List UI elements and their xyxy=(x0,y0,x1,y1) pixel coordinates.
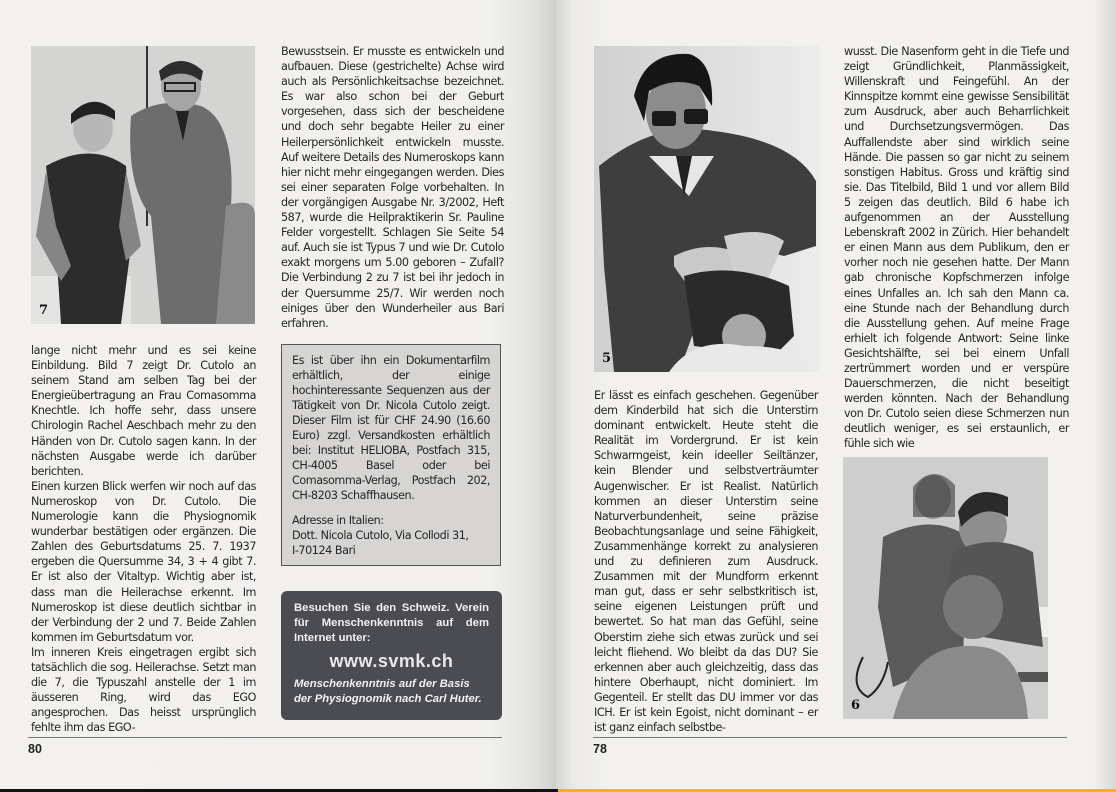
footer-rule xyxy=(28,737,502,738)
photo-6-image xyxy=(843,457,1048,719)
website-promo-box xyxy=(281,591,502,720)
paragraph: Er lässt es einfach geschehen. Gegenüber dem Kinderbild hat sich die Unterstirn dominant entwickelt. Heute steht die Realität im Vordergrund. Er ist kein Schwarmgeist, kein ideeller Seiltänzer, kein Blender und selbstverträumter Augenwischer. Er ist Realist. Natürlich kommen an dieser Unterstirn seine Naturverbundenheit, seine präzise Beobachtungsanlage und seine Fähigkeit, Zusammenhänge korrekt zu analysieren und zu definieren zum Ausdruck. Zusammen mit der Mundform erkennt man gut, dass er sehr selbstkritisch ist, seine eigenen Leistungen prüft und bewertet. So hat man das Gefühl, seine Oberstirn ziehe sich etwas zurück und sei leicht fliehend. Wo bleibt da das DU? Sie erkennen aber auch gleichzeitig, dass das hintere Oberhaupt, nicht dominiert. Im Gegenteil. Er stellt das DU immer vor das ICH. Er ist kein Egoist, nicht dominant – er ist ganz einfach selbstbe- xyxy=(594,389,818,735)
address-line-2: I-70124 Bari xyxy=(292,544,356,557)
infobox-paragraph: Es ist über ihn ein Dokumentarfilm erhältlich, der einige hochinteressante Sequenzen aus der Tätigkeit von Dr. Nicola Cutolo zeigt. Dieser Film ist für CHF 24.90 (16.60 Euro) zzgl. Versandkosten erhältlich bei: Institut HELIOBA, Postfach 315, CH-4005 Basel oder bei Comasomma-Verlag, Postfach 202, CH-8203 Schaffhausen. xyxy=(292,354,490,502)
address-line-1: Dott. Nicola Cutolo, Via Collodi 31, xyxy=(292,529,469,542)
paragraph: Bewusstsein. Er musste es entwickeln und aufbauen. Diese (gestrichelte) Achse wird auch als Persönlichkeitsachse bezeichnet. Es war also schon bei der Geburt vorgesehen, dass sich der bescheidene und doch sehr begabte Heiler zu einer Heilerpersönlichkeit entwickeln musste. Auf weitere Details des Numeroskops kann hier nicht mehr eingegangen werden. Dies sei einer separaten Folge vorbehalten. In der vorgängigen Ausgabe Nr. 3/2002, Heft 587, wurde die Heilpraktikerin Sr. Pauline Felder vorgestellt. Schlagen Sie Seite 54 auf. Auch sie ist Typus 7 und wie Dr. Cutolo exakt morgens um 5.00 geboren – Zufall? Die Verbindung 2 zu 7 ist bei ihr jedoch in der Quersumme 25/7. Wir werden noch einiges über den Wunderheiler aus Bari erfahren. xyxy=(281,45,504,330)
paragraph: lange nicht mehr und es sei keine Einbildung. Bild 7 zeigt Dr. Cutolo an seinem Stand am selben Tag bei der Energieübertragung an Frau Comasomma Knechtle. Ich hoffe sehr, dass unsere Chirologin Rachel Aeschbach mehr zu den Händen von Dr. Cutolo sagen kann. In der nächsten Ausgabe werde ich darüber berichten. xyxy=(31,344,256,478)
right-column-2 xyxy=(844,44,1069,452)
photo-6 xyxy=(843,457,1048,719)
paragraph: Im inneren Kreis eingetragen ergibt sich tatsächlich die sog. Heilerachse. Setzt man die 7, die Typuszahl anstelle der 1 im äusseren Ring, wird das EGO angesprochen. Das heisst ursprünglich fehlte ihm das EGO- xyxy=(31,645,256,735)
photo-7-image xyxy=(31,46,255,324)
right-page xyxy=(556,0,1116,790)
photo-7 xyxy=(31,46,255,324)
photo-5 xyxy=(594,46,820,372)
photo-5-image xyxy=(594,46,820,372)
left-column-2 xyxy=(281,44,504,331)
address-label: Adresse in Italien: xyxy=(292,514,384,527)
page-number: 78 xyxy=(593,742,607,756)
paragraph: Einen kurzen Blick werfen wir noch auf das Numeroskop von Dr. Cutolo. Die Numerologie kann die Physiognomik wunderbar bestätigen oder ergänzen. Die Zahlen des Geburtsdatums 25. 7. 1937 ergeben die Quersumme 34, 3 + 4 gibt 7. Er ist also der Vitaltyp. Wichtig aber ist, dass man die Heilerachse erkennt. Im Numeroskop ist diese deutlich sichtbar in der Verbindung der 2 und 7. Beide Zahlen kommen im Geburtsdatum vor. xyxy=(31,479,256,644)
paragraph: wusst. Die Nasenform geht in die Tiefe und zeigt Gründlichkeit, Planmässigkeit, Willenskraft und Feingefühl. An der Kinnspitze kommt eine gewisse Sensibilität zum Ausdruck, aber auch Beharrlichkeit und Durchsetzungsvermögen. Das Auffallendste aber sind wirklich seine Hände. Die passen so gar nicht zu seinem sonstigen Habitus. Gross und kräftig sind sie. Das Titelbild, Bild 1 und vor allem Bild 5 zeigen das deutlich. Bild 6 habe ich aufgenommen an der Ausstellung Lebenskraft 2002 in Zürich. Hier behandelt er einen Mann aus dem Publikum, den er vorher noch nie gesehen hatte. Der Mann gab chronische Kopfschmerzen infolge eines Unfalles an. Ich sah den Mann ca. eine Stunde nach der Behandlung durch die Ausstellung gehen. Auf meine Frage erhielt ich folgende Antwort: Seine linke Gesichtshälfte, sei bei einem Unfall zertrümmert worden und er verspüre Dauerschmerzen, die nicht beseitigt werden könnten. Nach der Behandlung von Dr. Cutolo seien diese Schmerzen nun deutlich weniger, es sei erstaunlich, er fühle sich wie xyxy=(844,45,1069,451)
webbox-tagline: Menschenkenntnis auf der Basis der Physiognomik nach Carl Huter. xyxy=(294,678,482,705)
left-page xyxy=(0,0,556,790)
left-column-1 xyxy=(31,343,256,735)
documentary-info-box xyxy=(281,344,501,566)
photo-6-number: 6 xyxy=(851,698,861,713)
footer-rule xyxy=(593,737,1067,738)
photo-5-number: 5 xyxy=(602,351,612,366)
page-number: 80 xyxy=(28,742,42,756)
photo-7-number: 7 xyxy=(39,303,49,318)
webbox-intro: Besuchen Sie den Schweiz. Verein für Menschenkenntnis auf dem Internet unter: xyxy=(294,602,489,644)
right-column-1 xyxy=(594,388,818,735)
website-link[interactable]: www.svmk.ch xyxy=(329,651,454,671)
